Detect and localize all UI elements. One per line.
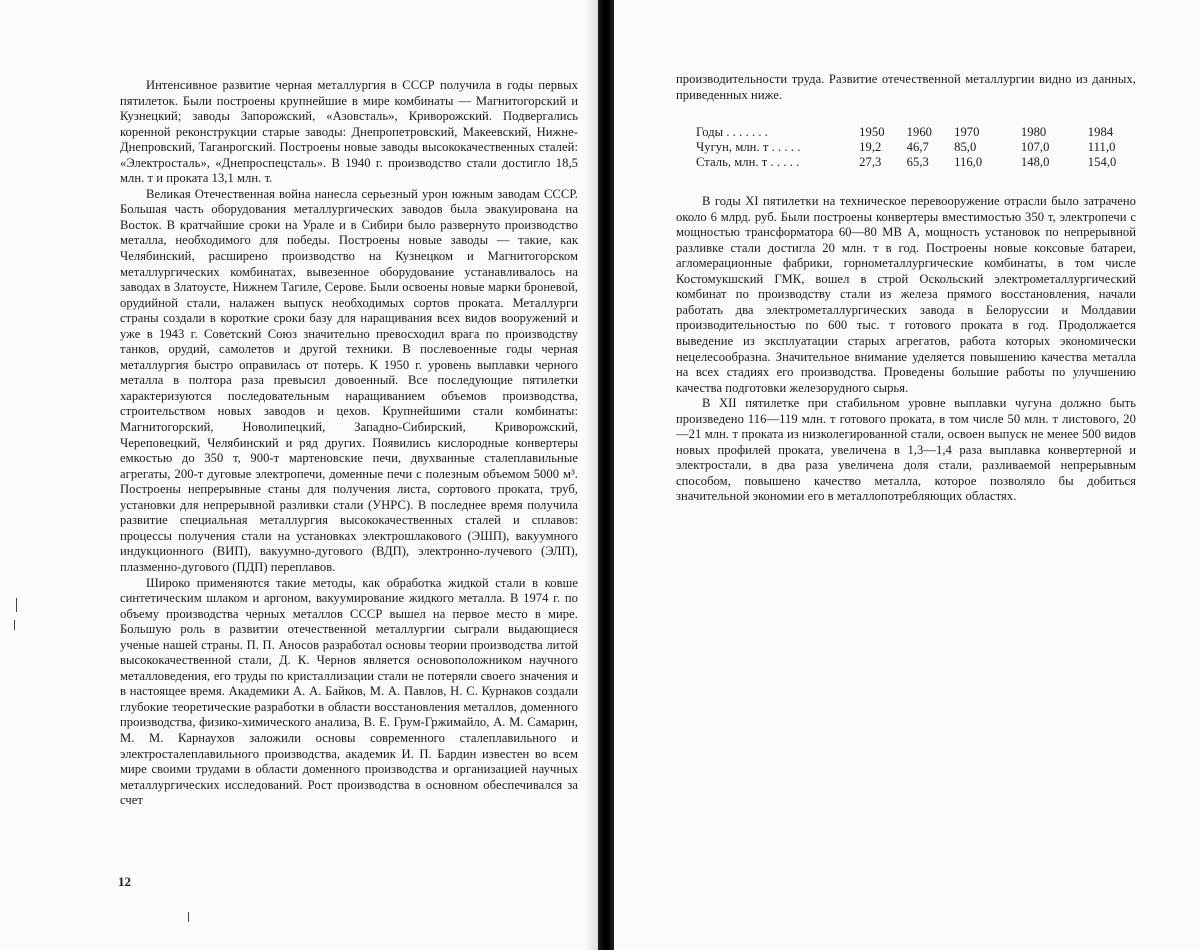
- paragraph: В годы XI пятилетки на техническое перевооружение отрасли было затрачено около 6 млрд. руб. Были построены конвертеры вместимостью 350 т, электропечи с мощностью трансформатора 60—80 МВ А, мощность установок по непрерывной разливке стали достигла 20 млн. т в год. Построены новые коксовые батареи, агломерационные фабрики, горнометаллургические комбинаты, в том числе Костомукшский ГМК, вошел в строй Оскольский электрометаллургический комбинат по производству стали из железа прямого восстановления, начали работать два электрометаллургических завода в Белоруссии и Молдавии производительностью по 600 тыс. т готового проката в год. Продолжается выведение из эксплуатации старых агрегатов, работа которых экономически нецелесообразна. Значительное внимание уделяется повышению качества металла на всех стадиях его производства. Проведены большие работы по улучшению качества подготовки железорудного сырья.: [676, 194, 1136, 395]
- table-year: 1980: [1020, 125, 1047, 140]
- table-row-label: Чугун, млн. т . . . . .: [696, 140, 801, 155]
- table-cell: 65,3: [906, 155, 929, 170]
- table-row: [696, 155, 1136, 170]
- table-cell: 154,0: [1087, 155, 1117, 170]
- table-cell: 148,0: [1020, 155, 1050, 170]
- left-page-body: [120, 78, 578, 809]
- table-cell: 19,2: [859, 140, 882, 155]
- table-cell: 85,0: [954, 140, 977, 155]
- right-page-body: [676, 72, 1136, 505]
- table-cell: 111,0: [1087, 140, 1116, 155]
- scan-mark: [188, 912, 189, 922]
- book-gutter: [598, 0, 614, 950]
- paragraph-continuation: производительности труда. Развитие отечественной металлургии видно из данных, приведенных ниже.: [676, 72, 1136, 102]
- paragraph: Интенсивное развитие черная металлургия в СССР получила в годы первых пятилеток. Были построены крупнейшие в мире комбинаты — Магнитогорский и Кузнецкий; заводы Запорожский, «Азовсталь», Криворожский. Подвергались коренной реконструкции старые заводы: Днепропетровский, Макеевский, Нижне-Днепровский, Таганрогский. Построены новые заводы высококачественных сталей: «Электросталь», «Днепроспецсталь». В 1940 г. производство стали достигло 18,5 млн. т и проката 13,1 млн. т.: [120, 78, 578, 186]
- table-cell: 46,7: [906, 140, 929, 155]
- table-year: 1950: [859, 125, 885, 140]
- table-header-label: Годы . . . . . . .: [696, 125, 768, 140]
- table-header-row: [696, 125, 1136, 140]
- table-year: 1960: [906, 125, 933, 140]
- production-table: [696, 125, 1136, 170]
- table-year: 1970: [954, 125, 980, 140]
- page-number: 12: [118, 874, 131, 889]
- paragraph: В XII пятилетке при стабильном уровне выплавки чугуна должно быть произведено 116—119 млн. т готового проката, в том числе 50 млн. т листового, 20—21 млн. т проката из низколегированной стали, освоен выпуск не менее 500 видов новых профилей проката, увеличена в 1,3—1,4 раза выплавка конвертерной и электростали, в два раза увеличена доля стали, разливаемой непрерывным способом, повышено качество металла, которое позволяло бы добиться значительной экономии его в металлопотребляющих областях.: [676, 396, 1136, 504]
- scan-mark: [14, 620, 15, 630]
- table-cell: 107,0: [1020, 140, 1050, 155]
- table-cell: 27,3: [859, 155, 882, 170]
- scan-mark: [16, 598, 17, 612]
- table-cell: 116,0: [954, 155, 983, 170]
- table-year: 1984: [1087, 125, 1114, 140]
- table-row-label: Сталь, млн. т . . . . .: [696, 155, 800, 170]
- paragraph: Великая Отечественная война нанесла серьезный урон южным заводам СССР. Большая часть оборудования металлургических заводов была эвакуирована на Восток. В кратчайшие сроки на Урале и в Сибири было развернуто производство металла, необходимого для победы. Построены новые заводы — такие, как Челябинский, расширено производство на Кузнецком и Магнитогорском металлургических комбинатах, вывезенное оборудование устанавливалось на заводах в Златоусте, Нижнем Тагиле, Серове. Были освоены новые марки броневой, орудийной стали, налажен выпуск необходимых сортов проката. Металлурги страны создали в короткие сроки базу для наращивания всех видов вооружений и уже в 1943 г. Советский Союз значительно превосходил врага по производству танков, орудий, самолетов и другой техники. В послевоенные годы черная металлургия быстро оправилась от потерь. К 1950 г. уровень выплавки черного металла в полтора раза превысил довоенный. Все последующие пятилетки характеризуются последовательным наращиванием объемов производства, строительством новых заводов и цехов. Крупнейшими стали комбинаты: Магнитогорский, Новолипецкий, Западно-Сибирский, Криворожский, Череповецкий, Челябинский и ряд других. Появились кислородные конвертеры емкостью до 350 т, 900-т мартеновские печи, двухванные сталеплавильные агрегаты, 200-т дуговые электропечи, доменные печи с полезным объемом 5000 м³. Построены непрерывные станы для получения листа, сортового проката, труб, установки для непрерывной разливки стали (УНРС). В последнее время получила развитие специальная металлургия высококачественных сталей и сплавов: процессы получения стали на установках электрошлакового (ЭШП), вакуумного индукционного (ВИП), вакуумно-дугового (ВДП), электронно-лучевого (ЭЛП), плазменно-дугового (ПДП) переплавов.: [120, 186, 578, 574]
- table-row: [696, 140, 1136, 155]
- binding-shadow: [586, 0, 598, 950]
- paragraph: Широко применяются такие методы, как обработка жидкой стали в ковше синтетическим шлаком и аргоном, вакуумирование жидкого металла. В 1974 г. по объему производства черных металлов СССР вышел на первое место в мире. Большую роль в развитии отечественной металлургии сыграли выдающиеся ученые нашей страны. П. П. Аносов разработал основы теории производства литой высококачественной стали, Д. К. Чернов является основоположником научного металловедения, его труды по кристаллизации стали не потеряли своего значения и в настоящее время. Академики А. А. Байков, М. А. Павлов, Н. С. Курнаков создали глубокие теоретические разработки в области восстановления металлов, доменного производства, физико-химического анализа, В. Е. Грум-Гржимайло, А. М. Самарин, М. М. Карнаухов заложили основы современного сталеплавильного и электросталеплавильного производства, академик И. П. Бардин известен во всем мире своими трудами в области доменного производства и организацией научных металлургических исследований. Рост производства в основном обеспечивался за счет: [120, 575, 578, 808]
